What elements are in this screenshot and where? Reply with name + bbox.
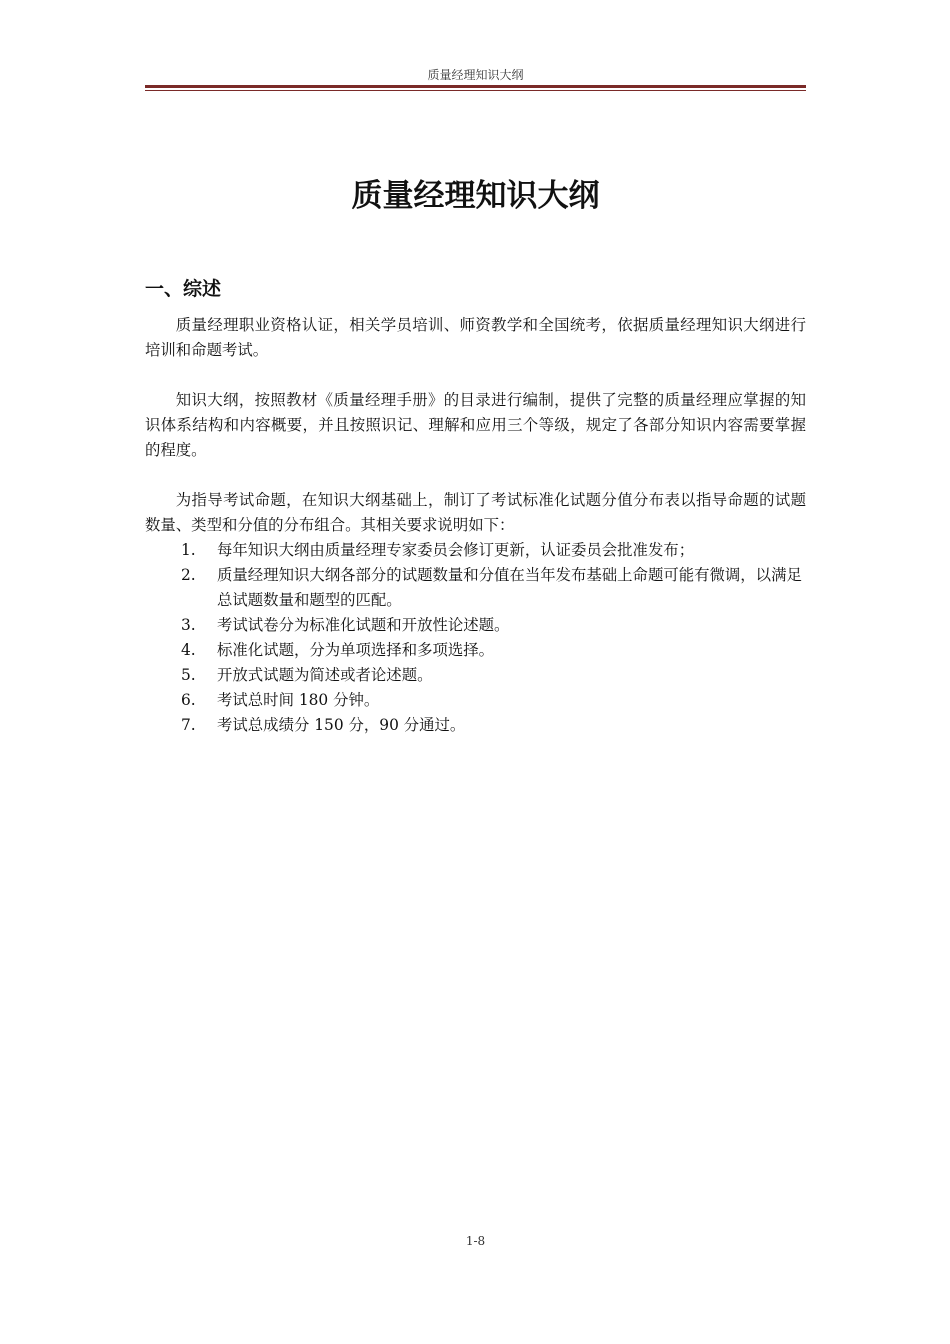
list-number: 1.: [181, 541, 196, 559]
header-rule: [145, 85, 806, 88]
list-text: 开放式试题为简述或者论述题。: [217, 666, 433, 684]
list-item: [145, 613, 806, 638]
list-number: 6.: [181, 691, 196, 709]
header-rule-thin: [145, 90, 806, 91]
document-title: 质量经理知识大纲: [351, 178, 600, 214]
list-item: [145, 713, 806, 738]
running-header: 质量经理知识大纲: [427, 68, 524, 82]
list-number: 5.: [181, 666, 196, 684]
list-number: 4.: [181, 641, 196, 659]
list-item: [145, 538, 806, 563]
document-body: [145, 313, 806, 738]
list-text: 每年知识大纲由质量经理专家委员会修订更新，认证委员会批准发布；: [217, 541, 695, 559]
list-number: 2.: [181, 566, 196, 584]
list-item: [145, 663, 806, 688]
list-item: [145, 563, 806, 613]
list-text: 考试总时间 180 分钟。: [217, 691, 380, 709]
list-item: [145, 638, 806, 663]
list-item: [145, 688, 806, 713]
list-number: 3.: [181, 616, 196, 634]
list-text: 考试试卷分为标准化试题和开放性论述题。: [217, 616, 510, 634]
list-text: 考试总成绩分 150 分，90 分通过。: [217, 716, 466, 734]
section-heading: 一、综述: [145, 278, 222, 300]
paragraph-intro: 质量经理职业资格认证，相关学员培训、师资教学和全国统考，依据质量经理知识大纲进行培训和命题考试。: [145, 316, 806, 359]
list-text: 质量经理知识大纲各部分的试题数量和分值在当年发布基础上命题可能有微调，以满足总试题数量和题型的匹配。: [217, 566, 802, 609]
requirements-list: [145, 538, 806, 738]
paragraph-outline: 知识大纲，按照教材《质量经理手册》的目录进行编制，提供了完整的质量经理应掌握的知识体系结构和内容概要，并且按照识记、理解和应用三个等级，规定了各部分知识内容需要掌握的程度。: [145, 391, 806, 459]
list-number: 7.: [181, 716, 196, 734]
list-text: 标准化试题，分为单项选择和多项选择。: [217, 641, 495, 659]
paragraph-exam: 为指导考试命题，在知识大纲基础上，制订了考试标准化试题分值分布表以指导命题的试题数量、类型和分值的分布组合。其相关要求说明如下：: [145, 491, 806, 534]
page-number: 1-8: [465, 1234, 486, 1248]
